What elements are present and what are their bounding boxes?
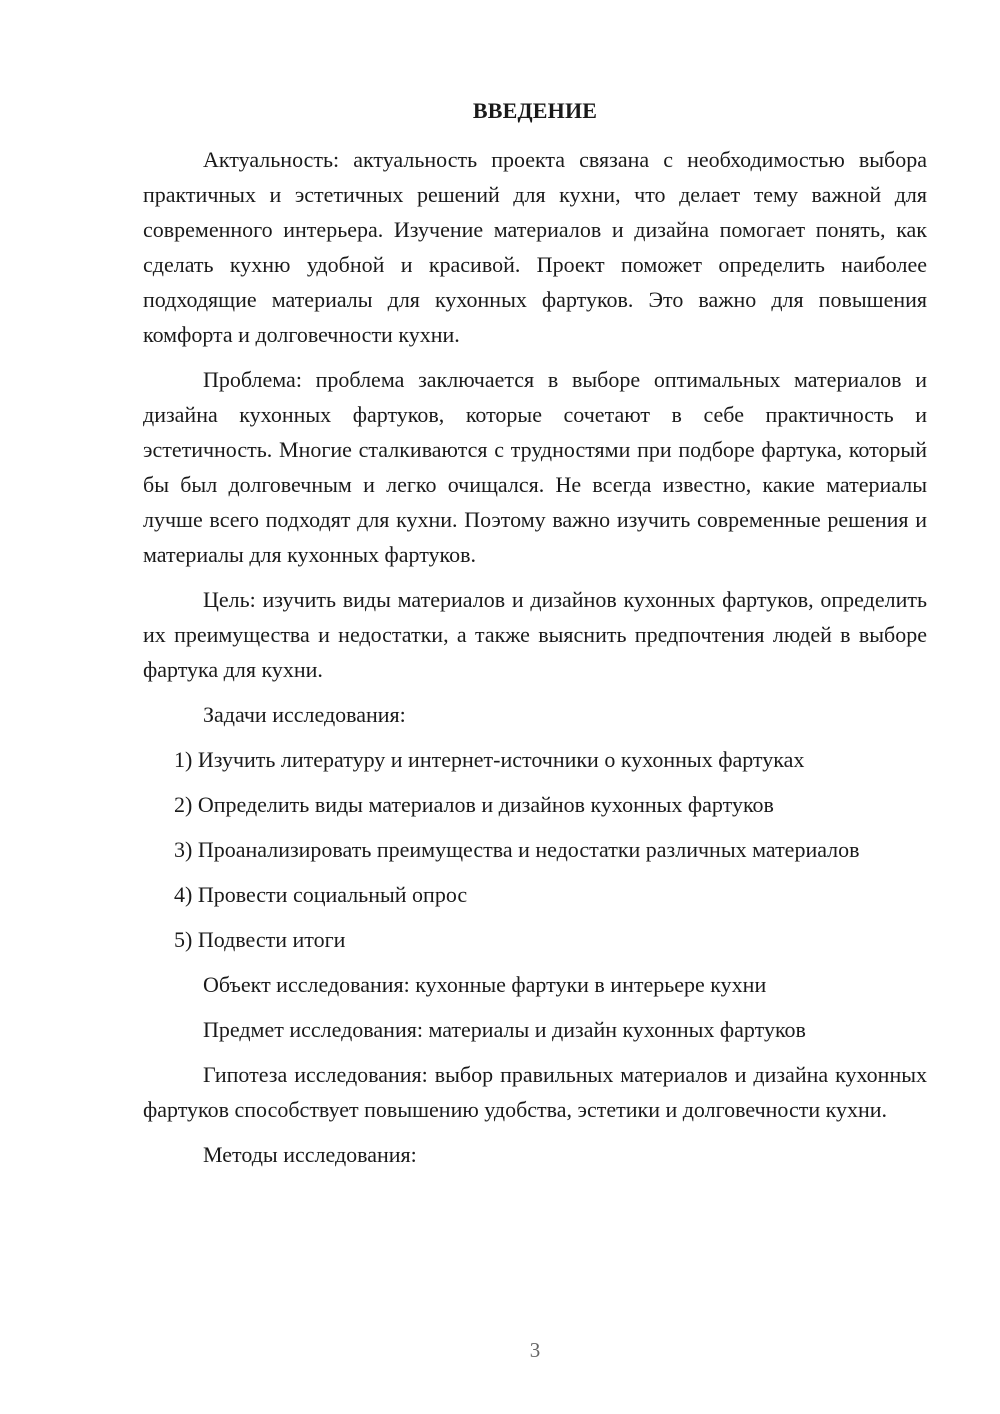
task-item-2: 2) Определить виды материалов и дизайнов кухонных фартуков [174, 792, 774, 817]
problem-paragraph: Проблема: проблема заключается в выборе оптимальных материалов и дизайна кухонных фартуков, которые сочетают в себе практичность и эстетичность. Многие сталкиваются с трудностями при подборе фартука, который бы был долговечным и легко очищался. Не всегда известно, какие материалы лучше всего подходят для кухни. Поэтому важно изучить современные решения и материалы для кухонных фартуков. [143, 367, 927, 567]
page-number: 3 [529, 1338, 541, 1362]
task-item-4: 4) Провести социальный опрос [174, 882, 468, 907]
research-subject: Предмет исследования: материалы и дизайн кухонных фартуков [203, 1017, 806, 1042]
tasks-title: Задачи исследования: [203, 702, 406, 727]
task-item-1: 1) Изучить литературу и интернет-источники о кухонных фартуках [174, 747, 805, 772]
task-item-5: 5) Подвести итоги [174, 927, 346, 952]
research-object: Объект исследования: кухонные фартуки в интерьере кухни [203, 972, 767, 997]
relevance-paragraph: Актуальность: актуальность проекта связана с необходимостью выбора практичных и эстетичных решений для кухни, что делает тему важной для современного интерьера. Изучение материалов и дизайна помогает понять, как сделать кухню удобной и красивой. Проект поможет определить наиболее подходящие материалы для кухонных фартуков. Это важно для повышения комфорта и долговечности кухни. [143, 147, 927, 347]
research-hypothesis: Гипотеза исследования: выбор правильных материалов и дизайна кухонных фартуков способствует повышению удобства, эстетики и долговечности кухни. [143, 1062, 927, 1122]
methods-title: Методы исследования: [203, 1142, 417, 1167]
page-content [143, 96, 927, 1182]
goal-paragraph: Цель: изучить виды материалов и дизайнов кухонных фартуков, определить их преимущества и недостатки, а также выяснить предпочтения людей в выборе фартука для кухни. [143, 587, 927, 682]
task-item-3: 3) Проанализировать преимущества и недостатки различных материалов [174, 837, 860, 862]
section-heading: ВВЕДЕНИЕ [472, 98, 598, 123]
